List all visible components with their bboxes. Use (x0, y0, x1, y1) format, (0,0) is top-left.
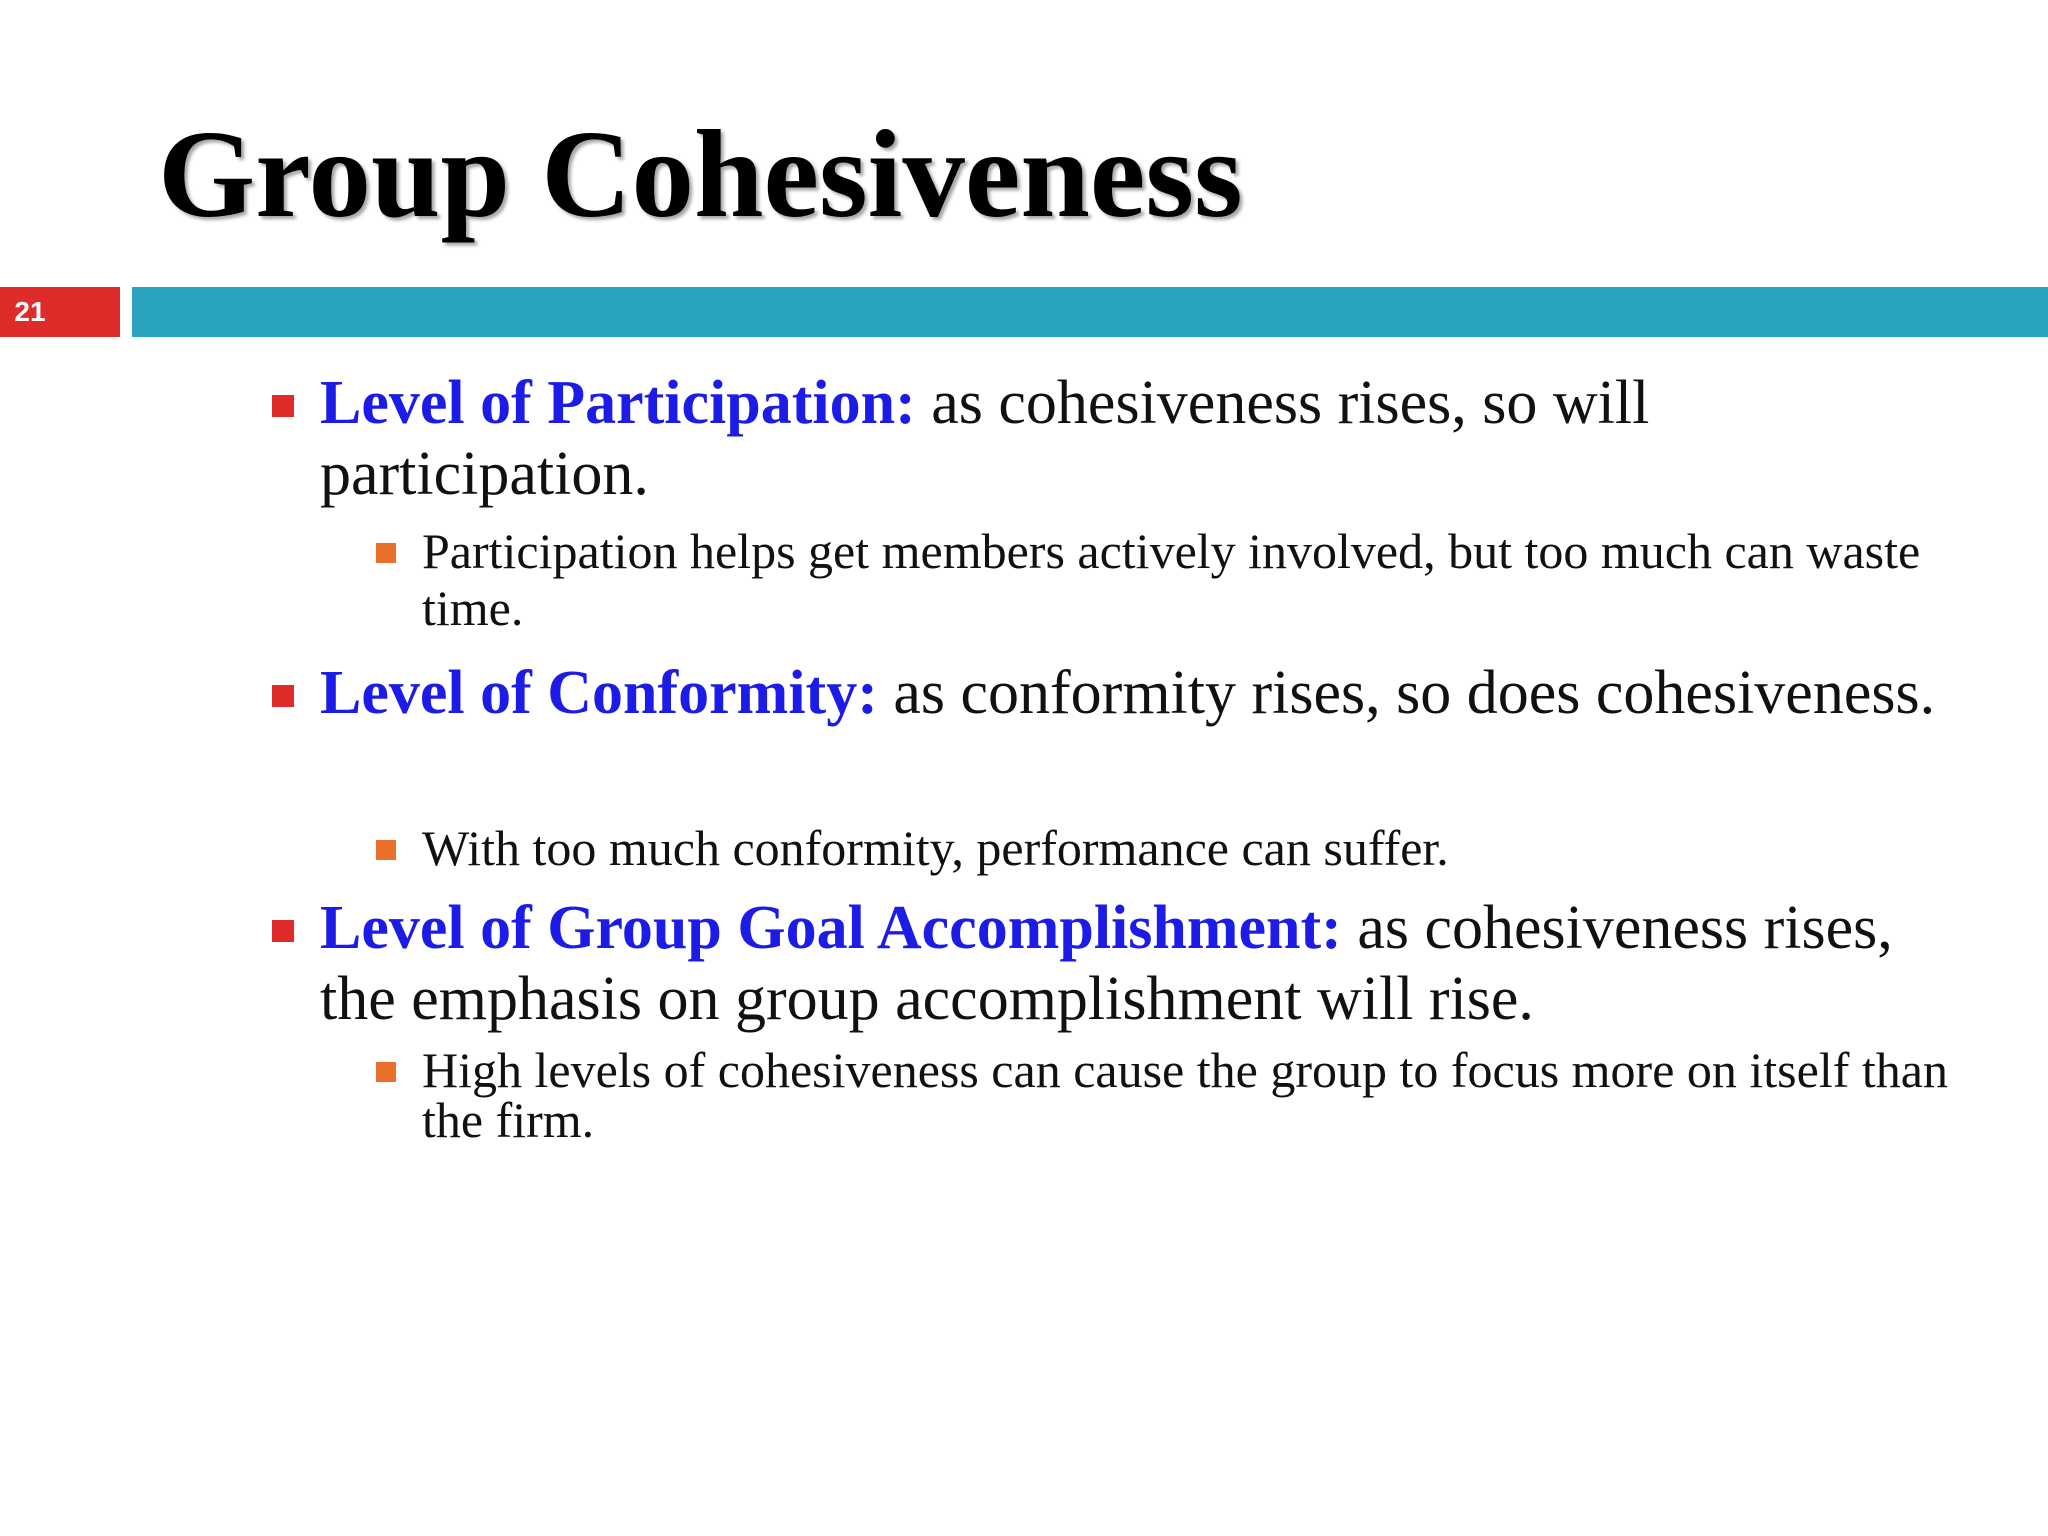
slide-number-text: 21 (14, 296, 46, 327)
sub-bullet-conformity (422, 820, 1982, 877)
sub-bullet-text: High levels of cohesiveness can cause the group to focus more on itself than the firm. (422, 1042, 1948, 1148)
bullet-participation (320, 368, 1940, 510)
bullet-goal-accomplishment (320, 893, 1940, 1035)
square-bullet-icon (376, 840, 396, 860)
slide-title: Group Cohesiveness (158, 106, 1243, 244)
bullet-conformity (320, 658, 1940, 729)
square-bullet-icon (376, 543, 396, 563)
bullet-text: as conformity rises, so does cohesiveness. (877, 659, 1936, 727)
sub-bullet-participation (422, 523, 1982, 637)
bullet-term: Level of Participation: (320, 369, 916, 437)
bullet-text: as cohesiveness rises, the emphasis on group accomplishment will rise. (320, 894, 1893, 1033)
sub-bullet-goal-accomplishment (422, 1042, 1982, 1148)
bullet-term: Level of Group Goal Accomplishment: (320, 894, 1342, 962)
square-bullet-icon (376, 1062, 396, 1082)
square-bullet-icon (272, 685, 294, 707)
bullet-text: as cohesiveness rises, so will participation. (320, 369, 1650, 508)
bullet-term: Level of Conformity: (320, 659, 878, 727)
square-bullet-icon (272, 395, 294, 417)
sub-bullet-text: With too much conformity, performance can suffer. (422, 820, 1449, 876)
square-bullet-icon (272, 920, 294, 942)
sub-bullet-text: Participation helps get members actively involved, but too much can waste time. (422, 523, 1921, 636)
